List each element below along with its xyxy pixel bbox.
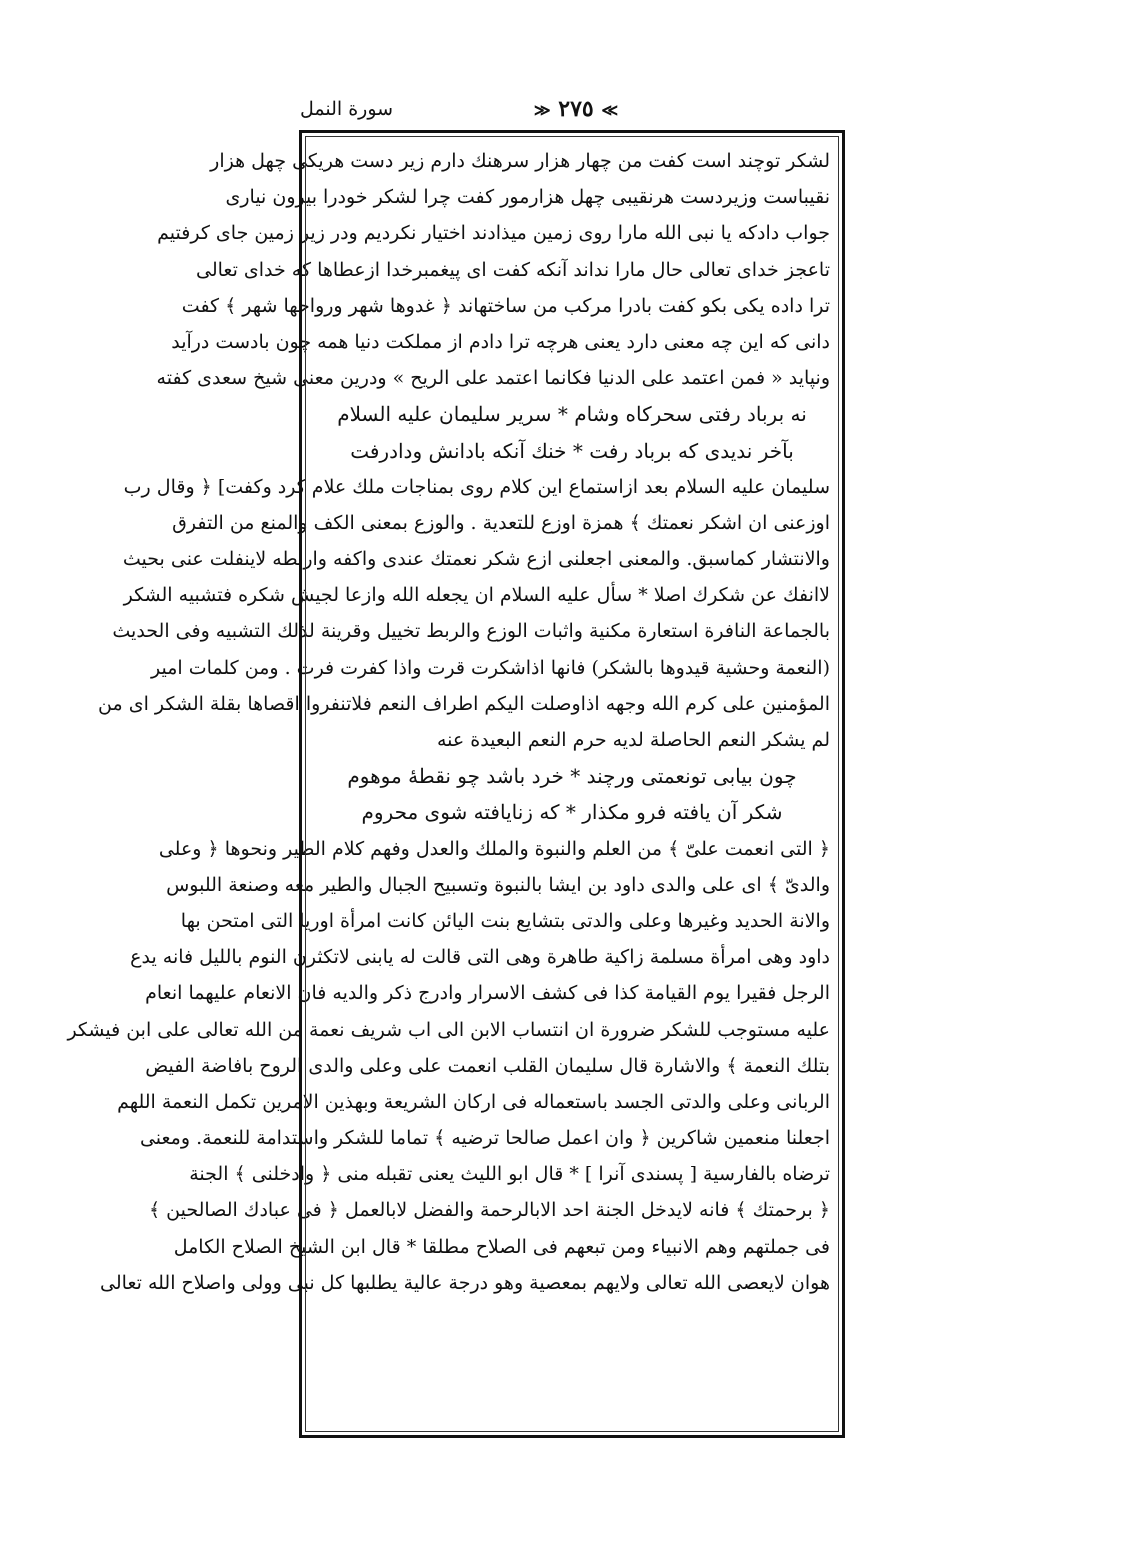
text-line: فى جملتهم وهم الانبياء ومن تبعهم فى الصلاح مطلقا * قال ابن الشيخ الصلاح الكامل [173,1235,830,1258]
verse-line: شکر آن یافته فرو مکذار * که زنایافته شوی محروم [361,800,783,825]
running-head: سورة النمل [300,98,394,120]
verse-line: چون بیابی تونعمتی ورچند * خرد باشد چو نقطهٔ موهوم [347,764,797,789]
right-ornament-icon: ≪ [601,100,619,120]
text-line: ﴿ برحمتك ﴾ فانه لايدخل الجنة احد الابالرحمة والفضل لابالعمل ﴿ فى عبادك الصالحين ﴾ [149,1199,830,1222]
text-line: اوزعنی ان اشکر نعمتك ﴾ همزة اوزع للتعدية . والوزع بمعنى الكف والمنع من التفرق [172,511,830,534]
text-line: ترضاه بالفارسية [ پسندی آنرا ] * قال ابو الليث يعنى تقبله منى ﴿ وادخلنى ﴾ الجنة [189,1163,830,1186]
text-line: دانی که این چه معنی دارد یعنی هرچه ترا دادم از مملکت دنیا همه چون بادست درآید [171,330,830,353]
text-line: الربانى وعلى والدتى الجسد باستعماله فى اركان الشريعة وبهذين الامرين تكمل النعمة اللهم [117,1090,830,1113]
page-number-block [516,96,636,122]
text-line: سلیمان علیه السلام بعد ازاستماع این کلام روی بمناجات ملك علام کرد وکفت] ﴿ وقال رب [123,475,830,498]
text-line: والانتشار كماسبق. والمعنى اجعلنى ازع شكر نعمتك عندى واكفه واربطه لاينفلت عنى بحيث [122,548,830,571]
text-line: بتلك النعمة ﴾ والاشارة قال سليمان القلب انعمت على وعلى والدى الروح بافاضة الفيض [145,1054,830,1077]
text-line: والانة الحديد وغيرها وعلى والدتى بتشايع بنت اليائن كانت امرأة اوريا التى امتحن بها [180,909,830,932]
left-ornament-icon: ≫ [533,100,551,120]
verse-line: نه برباد رفتی سحرکاه وشام * سریر سلیمان علیه السلام [337,402,807,427]
text-line: الرجل فقيرا يوم القيامة كذا فى كشف الاسرار وادرج ذكر والديه فان الانعام عليهما انعام [145,982,830,1005]
text-line: عليه مستوجب للشكر ضرورة ان انتساب الابن الى اب شريف نعمة من الله تعالى على ابن فيشكر [67,1018,830,1041]
text-line: والدىّ ﴾ اى على والدى داود بن ايشا بالنبوة وتسبيح الجبال والطير معه وصنعة اللبوس [166,873,830,896]
text-line: ونپاید « فمن اعتمد علی الدنیا فکانما اعتمد علی الریح » ودرین معنی شیخ سعدی کفته [156,367,830,390]
text-body [67,143,830,1301]
text-frame [67,130,845,1438]
text-line: جواب دادکه یا نبی الله مارا روی زمین میذادند اختیار نکردیم ودر زیر زمین جای کرفتیم [157,222,830,245]
text-line: هوان لايعصى الله تعالى ولايهم بمعصية وهو درجة عالية يطلبها كل نبى وولى واصلاح الله تعالى [100,1271,830,1294]
text-line: ترا داده یکی بکو کفت بادرا مرکب من ساختهاند ﴿ غدوها شهر ورواحها شهر ﴾ کفت [181,294,830,317]
page-header [300,96,840,126]
text-line: نقیباست وزیردست هرنقیبی چهل هزارمور کفت چرا لشکر خودرا بیرون نیاری [225,186,830,209]
text-line: (النعمة وحشية قيدوها بالشكر) فانها اذاشكرت قرت واذا كفرت فرت . ومن كلمات امير [151,656,830,679]
text-line: لاانفك عن شكرك اصلا * سأل عليه السلام ان يجعله الله وازعا لجيش شكره فتشبيه الشكر [123,584,830,607]
text-line: ﴿ التى انعمت علىّ ﴾ من العلم والنبوة والملك والعدل وفهم كلام الطير ونحوها ﴿ وعلى [158,837,830,860]
text-line: اجعلنا منعمين شاكرين ﴿ وان اعمل صالحا ترضيه ﴾ تماما للشكر واستدامة للنعمة. ومعنى [139,1127,830,1150]
text-line: داود وهى امرأة مسلمة زاكية طاهرة وهى التى قالت له يابنى لاتكثرن النوم بالليل فانه يدع [130,946,830,969]
text-line: المؤمنين على كرم الله وجهه اذاوصلت اليكم اطراف النعم فلاتنفروا اقصاها بقلة الشكر اى من [98,692,830,715]
page-number: ٢٧٥ [558,96,594,122]
text-line: بالجماعة النافرة استعارة مكنية واثبات الوزع والربط تخييل وقرينة لذلك التشبيه وفى الحديث [112,620,830,643]
text-line: تاعجز خدای تعالی حال مارا نداند آنکه کفت ای پیغمبرخدا ازعطاها که خدای تعالی [195,258,830,281]
text-line: لشکر توچند است کفت من چهار هزار سرهنك دارم زیر دست هریکی چهل هزار [210,150,830,172]
text-line: لم يشكر النعم الحاصلة لديه حرم النعم البعيدة عنه [436,729,830,751]
verse-line: بآخر ندیدی که برباد رفت * خنك آنکه بادانش ودادرفت [350,438,794,463]
